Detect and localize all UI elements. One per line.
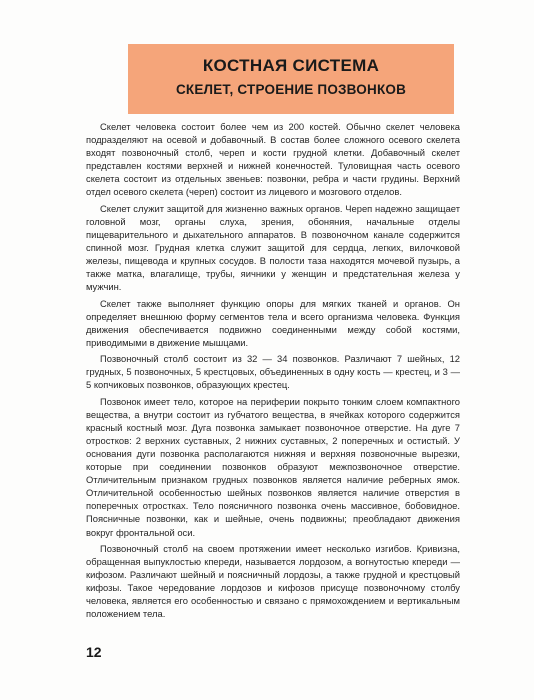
paragraph-vertebral-column: Позвоночный столб состоит из 32 — 34 позвонков. Различают 7 шейных, 12 грудных, 5 позвоночных, 5 крестцовых, объединенных в одну кость — крестец, и 3 — 5 копчиковых позвонков, образующих крестец. — [86, 353, 460, 391]
body-text — [86, 120, 460, 624]
section-subtitle: СКЕЛЕТ, СТРОЕНИЕ ПОЗВОНКОВ — [175, 82, 407, 97]
paragraph-vertebra-structure: Позвонок имеет тело, которое на периферии покрыто тонким слоем компактного вещества, а внутри состоит из губчатого вещества, в ячейках которого содержится красный костный мозг. Дуга позвонка замыкает позвоночное отверстие. На дуге 7 отростков: 2 верхних суставных, 2 нижних суставных, 2 поперечных и остистый. У основания дуги позвонка располагаются нижняя и верхняя позвоночные вырезки, которые при соединении позвонков образуют межпозвоночное отверстие. Отличительным признаком грудных позвонков является наличие реберных ямок. Отличительной особенностью шейных позвонков является наличие отверстия в поперечных отростках. Тело поясничного позвонка очень массивное, бобовидное. Поясничные позвонки, как и шейные, очень подвижны; преобладают движения вокруг фронтальной оси. — [86, 395, 460, 538]
chapter-title: КОСТНАЯ СИСТЕМА — [202, 56, 380, 75]
paragraph-skeleton-composition: Скелет человека состоит более чем из 200 костей. Обычно скелет человека подразделяют на осевой и добавочный. В состав более сложного осевого скелета входят позвоночный столб, череп и кости грудной клетки. Добавочный скелет представлен костями верхней и нижней конечностей. Туловищная часть осевого скелета состоит из отдельных звеньев: позвонки, ребра и части грудины. Верхний отдел осевого скелета (череп) состоит из лицевого и мозгового отделов. — [86, 121, 460, 198]
page-number: 12 — [86, 644, 102, 660]
header-band — [128, 44, 454, 114]
paragraph-curvatures: Позвоночный столб на своем протяжении имеет несколько изгибов. Кривизна, обращенная выпуклостью кпереди, называется лордозом, а вогнутостью кпереди — кифозом. Различают шейный и поясничный лордозы, а также грудной и крестцовый кифозы. Такое чередование лордозов и кифозов присуще позвоночному столбу человека, является его особенностью и связано с прямохождением и вертикальным положением тела. — [86, 542, 460, 620]
paragraph-support: Скелет также выполняет функцию опоры для мягких тканей и органов. Он определяет внешнюю форму сегментов тела и всего организма человека. Функция движения обеспечивается подвижно соединенными между собой костями, приводимыми в движение мышцами. — [86, 297, 460, 348]
paragraph-protection: Скелет служит защитой для жизненно важных органов. Череп надежно защищает головной мозг, органы слуха, зрения, обоняния, начальные отделы пищеварительного и дыхательного аппаратов. В позвоночном канале содержится спинной мозг. Грудная клетка служит защитой для сердца, легких, вилочковой железы, пищевода и крупных сосудов. В полости таза находятся мочевой пузырь, а также матка, влагалище, трубы, яичники у женщин и предстательная железа у мужчин. — [86, 202, 460, 293]
